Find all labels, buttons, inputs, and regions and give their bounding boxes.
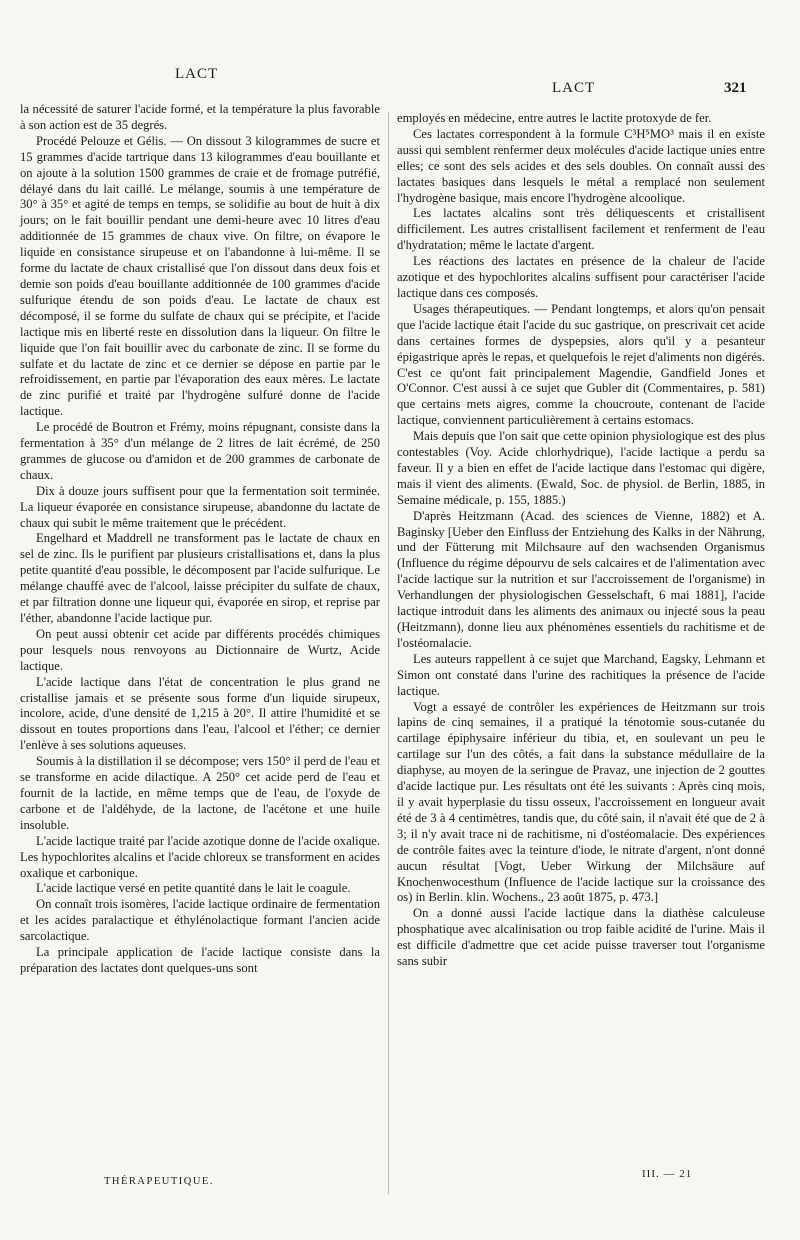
paragraph: On a donné aussi l'acide lactique dans la diathèse calculeuse phosphatique avec alcalinisation ou trop faible acidité de l'urine. Mais il est difficile d'admettre que cet acide puisse traverser tout l'organisme sans subir [397,906,765,969]
paragraph: La principale application de l'acide lactique consiste dans la préparation des lactates dont quelques-uns sont [20,945,380,975]
paragraph: L'acide lactique traité par l'acide azotique donne de l'acide oxalique. Les hypochlorites alcalins et l'acide chloreux se transforment en acides oxalique et carbonique. [20,833,380,880]
paragraph: Procédé Pelouze et Gélis. — On dissout 3 kilogrammes de sucre et 15 grammes d'acide tartrique dans 13 kilogrammes d'eau bouillante et on ajoute à la solution 1500 grammes de craie et de fromage putréfié, délayé dans du lait caillé. Le mélange, soumis à une température de 30° à 35° et agité de temps en temps, se solidifie au bout de huit à dix jours; on le fait bouillir pendant une demi-heure avec 10 litres d'eau additionnée de 15 grammes de chaux vive. On filtre, on évapore le liquide en consistance sirupeuse et on l'abandonne à lui-même. Il se forme du lactate de chaux cristallisé que l'on dissout dans deux fois et demie son poids d'eau bouillante additionnée de 100 grammes d'acide sulfurique étendu de son poids d'eau. Le lactate de chaux est décomposé, il se forme du sulfate de chaux qui se précipite, et l'acide lactique mis en liberté reste en dissolution dans la liqueur. On filtre le liquide que l'on fait bouillir avec du carbonate de zinc. Il se forme du sulfate et du lactate de zinc et ce dernier se dépose en partie par le refroidissement, en partie par l'évaporation des eaux mères. Le lactate de zinc purifié et traité par l'hydrogène sulfuré donne de l'acide lactique. [20,133,380,419]
paragraph: Les réactions des lactates en présence de la chaleur de l'acide azotique et des hypochlorites alcalins suffisent pour caractériser l'acide lactique dans ces composés. [397,254,765,300]
right-text-column [397,111,765,970]
paragraph: Vogt a essayé de contrôler les expériences de Heitzmann sur trois lapins de cinq semaines, il a pratiqué la ténotomie sous-cutanée du cartilage épiphysaire inférieur du tibia, et, en soulevant un peu le cartilage sur l'un des côtés, a fait dans la substance médullaire de la diaphyse, au moyen de la seringue de Pravaz, une injection de 2 gouttes d'acide lactique pur. Les résultats ont été les suivants : Après cinq mois, il y avait hyperplasie du tissu osseux, l'accroissement en longueur avait été de 3 à 4 centimètres, tandis que, du côté sain, il n'avait été que de 2 à 3; il n'y avait trace ni de rachitisme, ni d'ostéomalacie. Des expériences de contrôle faites avec la teinture d'iode, le nitrate d'argent, n'ont donné aucun résultat [Vogt, Ueber Wirkung der Milchsäure auf Knochenwocesthum (Influence de l'acide lactique sur la croissance des os) in Berlin. klin. Wochens., 23 août 1875, p. 473.] [397,699,765,905]
paragraph: Ces lactates correspondent à la formule C³H⁵MO³ mais il en existe aussi qui semblent renfermer deux molécules d'acide lactique unies entre elles; ce sont des sels acides et des sels doubles. On connaît aussi des lactates basiques dans lesquels le métal a remplacé non seulement l'hydrogène basique, mais encore l'hydrogène alcoolique. [397,126,765,205]
running-head-left: LACT [175,66,219,82]
running-head-right: LACT [552,80,596,96]
paragraph: L'acide lactique dans l'état de concentration le plus grand ne cristallise jamais et se présente sous forme d'un liquide sirupeux, incolore, acide, d'une densité de 1,215 à 20°. Il attire l'humidité et se dissout en toutes proportions dans l'eau, l'alcool et l'éther; ce dernier l'enlève à ses solutions aqueuses. [20,674,380,753]
paragraph: On peut aussi obtenir cet acide par différents procédés chimiques pour lesquels nous renvoyons au Dictionnaire de Wurtz, Acide lactique. [20,626,380,673]
footer-signature: THÉRAPEUTIQUE. [104,1176,214,1187]
paragraph: Les lactates alcalins sont très déliquescents et cristallisent difficilement. Les autres cristallisent facilement et renferment de l'eau d'hydratation; même le lactate d'argent. [397,206,765,253]
paragraph: Les auteurs rappellent à ce sujet que Marchand, Eagsky, Lehmann et Simon ont constaté dans l'urine des rachitiques la présence de l'acide lactique. [397,651,765,698]
column-divider [388,112,389,1194]
paragraph: Soumis à la distillation il se décompose; vers 150° il perd de l'eau et se transforme en acide dilactique. A 250° cet acide perd de l'eau et fournit de la lactide, en même temps que de l'eau, de l'oxyde de carbone et de l'aldéhyde, de la lactone, de l'acétone et une huile insoluble. [20,754,380,832]
paragraph: L'acide lactique versé en petite quantité dans le lait le coagule. [36,881,351,896]
paragraph: Usages thérapeutiques. — Pendant longtemps, et alors qu'on pensait que l'acide lactique était l'acide du suc gastrique, on prescrivait cet acide dans certaines formes de dyspepsies, alors qu'il y a pesanteur épigastrique après le repas, et quelquefois le rejet d'aliments non digérés. C'est ce qu'ont fait principalement Magendie, Gandfield Jones et O'Connor. C'est aussi à ce sujet que Gubler dit (Commentaires, p. 581) que certains mets aigres, comme la choucroute, contenant de l'acide lactique, conviennent particulièrement à certains estomacs. [397,301,765,428]
paragraph: la nécessité de saturer l'acide formé, et la température la plus favorable à son action est de 35 degrés. [20,102,380,132]
footer-sheet-number: III. — 21 [642,1168,693,1180]
left-text-column [20,102,380,977]
paragraph: D'après Heitzmann (Acad. des sciences de Vienne, 1882) et A. Baginsky [Ueber den Einfluss der Entziehung des Kalks in der Nährung, und der Fütterung mit Milchsaure auf den wachsenden Organismus (Influence du régime dépourvu de sels calcaires et de l'alimentation avec l'acide lactique sur la nutrition et sur l'accroissement de l'organisme) in Verhandlungen der physiologischen Gesselschaft, 6 mai 1881], l'acide lactique introduit dans les aliments des animaux ou injecté sous la peau (Heitzmann), donne lieu aux phénomènes essentiels du rachitisme et de l'ostéomalacie. [397,508,765,650]
page-number: 321 [724,80,747,96]
paragraph: Dix à douze jours suffisent pour que la fermentation soit terminée. La liqueur évaporée en consistance sirupeuse, abandonne du lactate de chaux qui subit le même traitement que le précédent. [20,483,380,530]
paragraph: employés en médecine, entre autres le lactite protoxyde de fer. [397,111,712,125]
paragraph: Le procédé de Boutron et Frémy, moins répugnant, consiste dans la fermentation à 35° d'un mélange de 2 litres de lait écrémé, de 250 grammes de glucose ou d'amidon et de 200 grammes de carbonate de chaux. [20,420,380,482]
paragraph: Mais depuis que l'on sait que cette opinion physiologique est des plus contestables (Voy. Acide chlorhydrique), l'acide lactique a perdu sa faveur. Il y a bien en effet de l'acide lactique dans l'estomac qui digère, mais il vient des aliments. (Ewald, Soc. de physiol. de Berlin, 1885, in Semaine médicale, p. 155, 1885.) [397,429,765,507]
paragraph: Engelhard et Maddrell ne transforment pas le lactate de chaux en sel de zinc. Ils le purifient par plusieurs cristallisations et, dans la plus petite quantité d'eau possible, le décomposent par l'acide sulfurique. Le mélange chauffé avec de l'alcool, laisse précipiter du sulfate de chaux, et par filtration donne une liqueur qui, évaporée en sirop, et reprise par l'éther, abandonne l'acide lactique pur. [20,531,380,625]
paragraph: On connaît trois isomères, l'acide lactique ordinaire de fermentation et les acides paralactique et éthylénolactique formant l'ancien acide sarcolactique. [20,897,380,944]
